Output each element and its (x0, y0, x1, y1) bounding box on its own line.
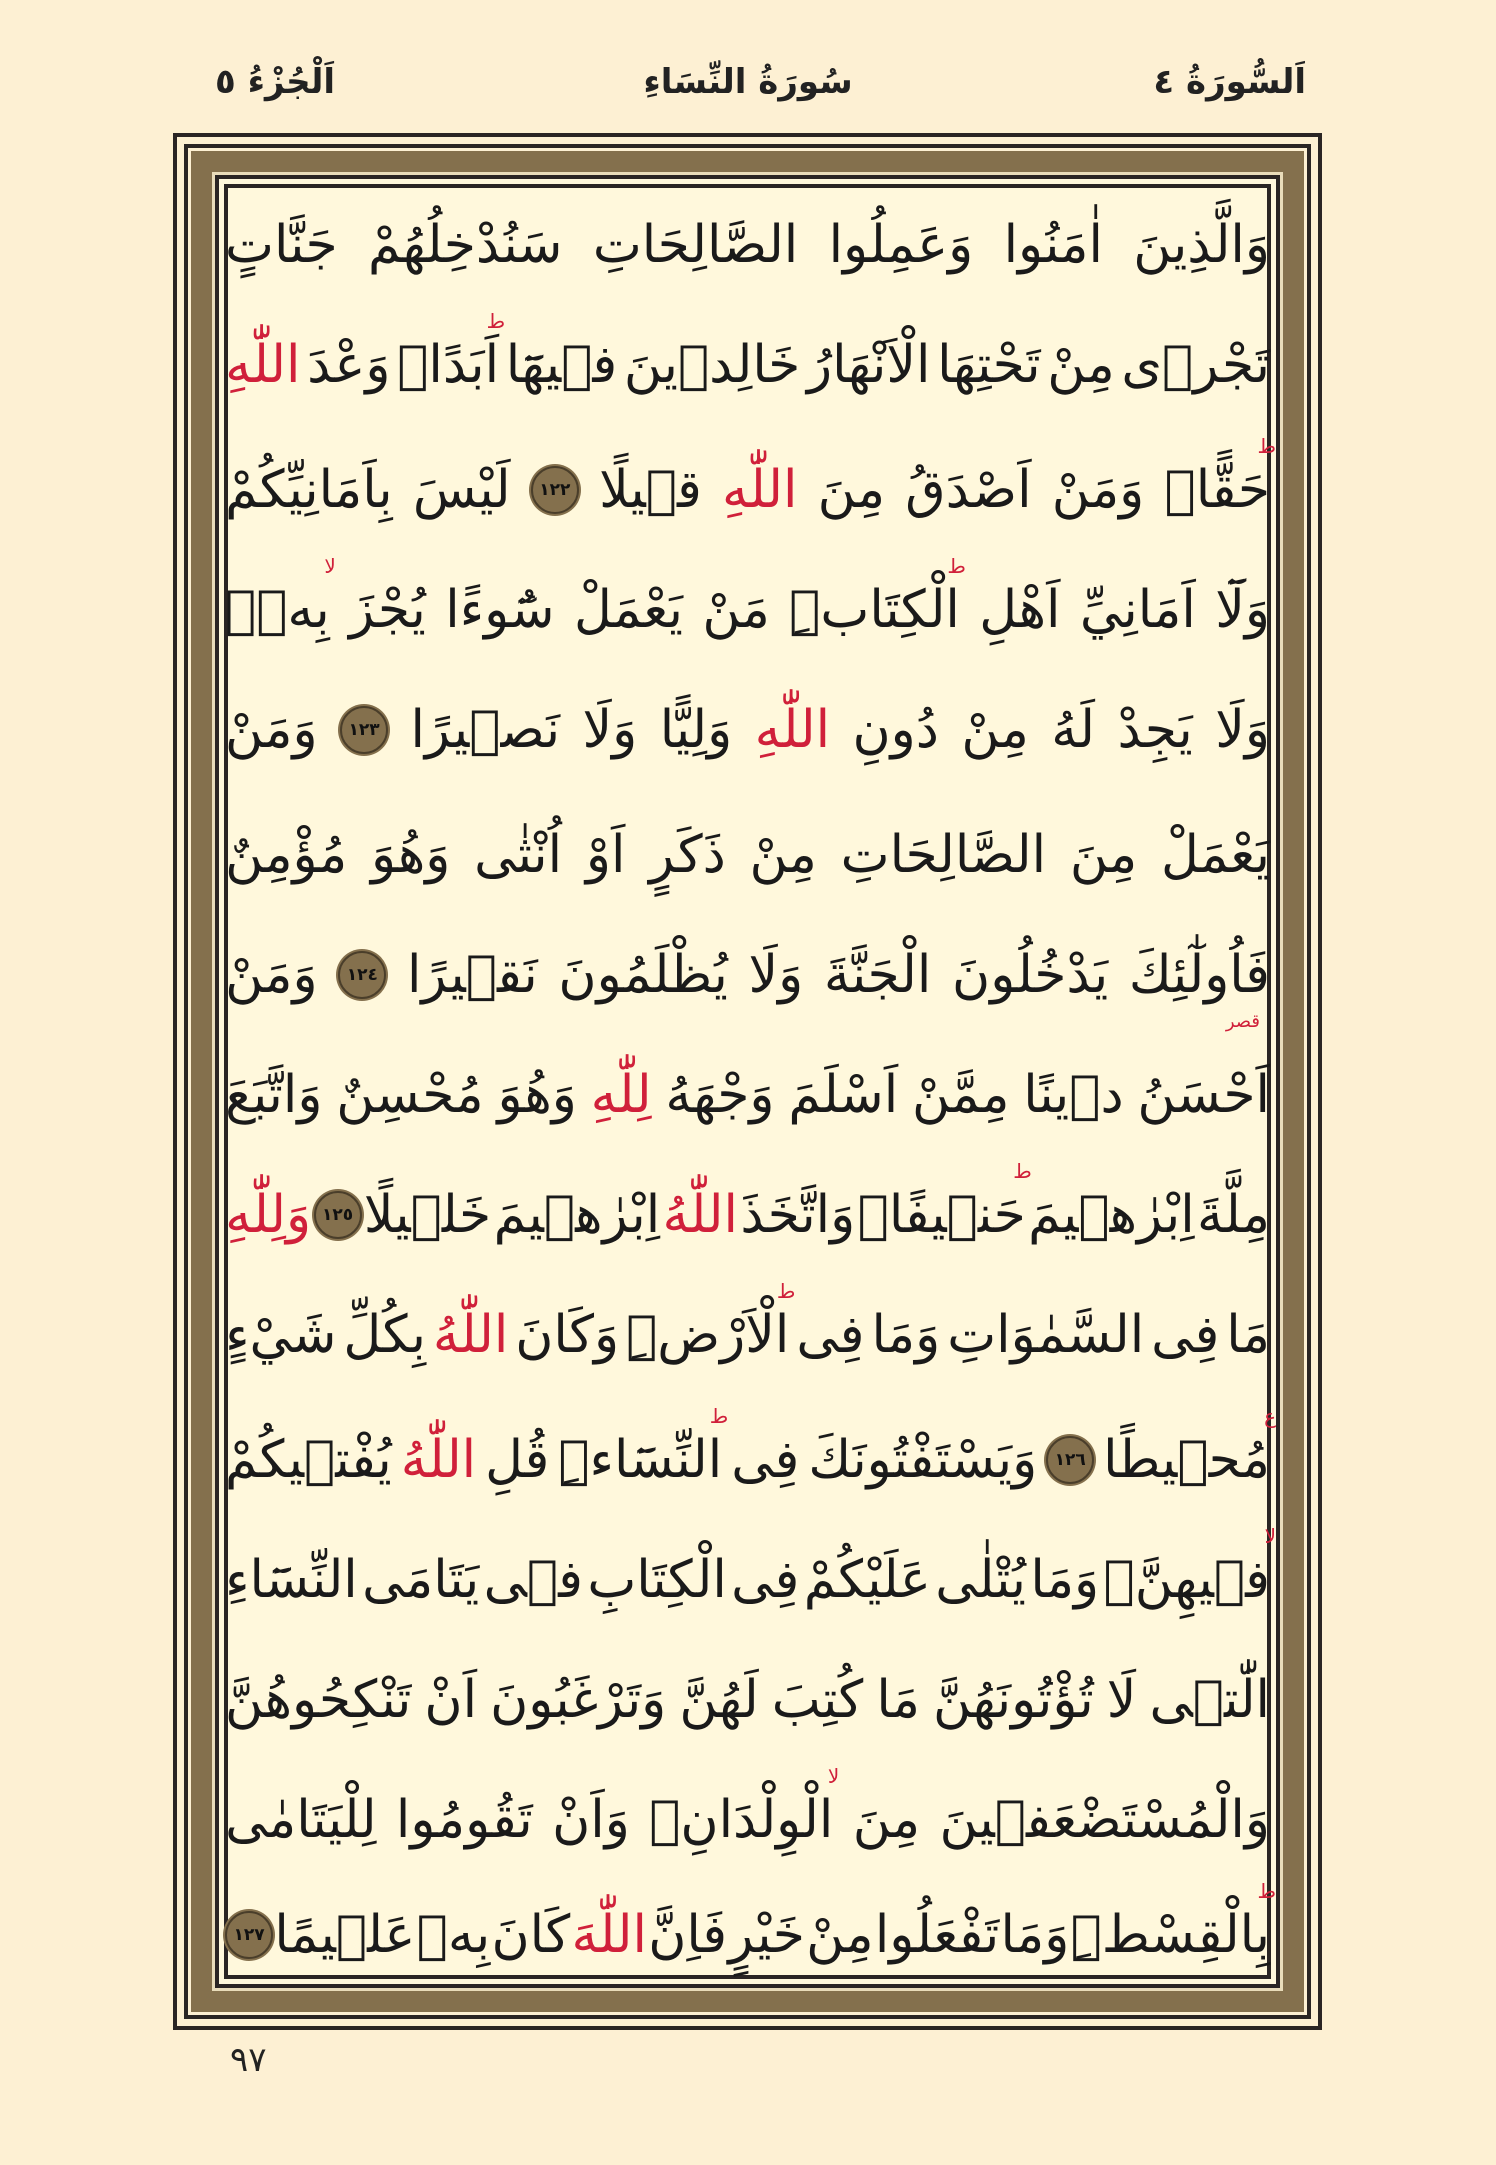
word-text: دُونِ (852, 700, 939, 760)
word (225, 1520, 358, 1640)
waqf-stop-mark: ط (709, 1404, 729, 1428)
word-text: اَنْ (424, 1670, 478, 1730)
word (648, 1875, 727, 1995)
divine-name-word (722, 430, 797, 550)
waqf-stop-mark: ط (1013, 1159, 1032, 1183)
word-text: تُؤْتُونَهُنَّ (933, 1670, 1094, 1730)
word-text: سُٓوءًا (445, 580, 555, 640)
word (1047, 305, 1114, 425)
word-text: مَا (1226, 1305, 1270, 1365)
waqf-stop-mark: ط (1257, 434, 1276, 458)
word-text: اِبْرٰهٖيمَ (493, 1185, 661, 1245)
word-text: اَسْلَمَ (788, 1065, 899, 1125)
word-text: وَعْدَ (307, 335, 391, 395)
word (225, 1640, 411, 1760)
word (660, 670, 733, 790)
word-text: النِّسَٓاءِۜ (558, 1430, 723, 1490)
word (937, 305, 1041, 425)
text-line (225, 550, 1270, 670)
word (649, 795, 726, 915)
word (343, 1275, 426, 1395)
word (905, 430, 1031, 550)
word (225, 550, 336, 670)
ayah-number-marker: ١٢٤ (338, 951, 386, 999)
word (876, 1640, 920, 1760)
word (574, 550, 683, 670)
word (829, 185, 974, 305)
word-text: اللّٰهِ (754, 700, 831, 760)
word-text: اللّٰهُ (400, 1430, 477, 1490)
word (491, 1875, 570, 1995)
word (749, 795, 816, 915)
word-text: مُحٖيطًا (1103, 1430, 1270, 1490)
word-text: ذَكَرٍ (649, 825, 726, 885)
word (1117, 670, 1192, 790)
word-text: وَمَنْ (225, 945, 318, 1005)
word-text: اللّٰهُ (432, 1305, 509, 1365)
word (445, 550, 554, 670)
word (1121, 305, 1270, 425)
word-text: مِنْ (1047, 335, 1115, 395)
word-text: حَنٖيفًاۜ (857, 1185, 1026, 1245)
word-text: الْكِتَابِۜ (789, 580, 960, 640)
divine-name-word (401, 1400, 476, 1520)
word-text: الصَّالِحَاتِ (840, 825, 1047, 885)
word-text: اللّٰهُ (662, 1185, 738, 1245)
word-text: بِهٖۙ (225, 580, 330, 640)
word (961, 670, 1028, 790)
word-text: خَيْرٍ (728, 1905, 805, 1965)
word (1004, 185, 1103, 305)
word-text: جَنَّاتٍ (225, 215, 338, 275)
word (728, 1875, 805, 1995)
divine-name-word (663, 1155, 738, 1275)
waqf-stop-mark: لا (324, 554, 336, 578)
word (417, 1875, 491, 1995)
word-text: اِبْرٰهٖيمَ (1028, 1185, 1195, 1245)
word (474, 795, 562, 915)
word (1080, 550, 1196, 670)
word-text: وَهُوَ (371, 825, 451, 885)
word (626, 1275, 796, 1395)
quran-text-body (225, 185, 1276, 1995)
word (1107, 1640, 1137, 1760)
word (1197, 1155, 1270, 1275)
word-text: وَالَّذِينَ (1133, 215, 1270, 275)
text-line (225, 1875, 1276, 1995)
word (558, 1400, 729, 1520)
word (807, 305, 931, 425)
word (649, 1760, 840, 1880)
word (515, 1275, 619, 1395)
word-text: وَلَا (748, 945, 804, 1005)
word-text: مِنَ (1069, 825, 1138, 885)
word (274, 1875, 415, 1995)
word-text: فٖى (483, 1550, 583, 1610)
word-text: لَا (1106, 1670, 1137, 1730)
word (368, 185, 563, 305)
word-text: الْكِتَابِ (587, 1550, 727, 1610)
word-text: سَنُدْخِلُهُمْ (368, 215, 563, 275)
word-text: كَانَ (491, 1905, 571, 1965)
word-text: لَيْسَ (412, 460, 511, 520)
word-text: اَوْ (585, 825, 626, 885)
word-text: وَعَمِلُوا (828, 215, 974, 275)
word-text: بِاَمَانِيِّكُمْ (225, 460, 393, 520)
word (413, 430, 511, 550)
word (362, 1520, 479, 1640)
word-text: وَلَا (582, 700, 638, 760)
text-line (225, 795, 1270, 915)
word (1215, 670, 1270, 790)
word-text: تَنْكِحُوهُنَّ (225, 1670, 412, 1730)
word-text: وَمَا (871, 1305, 941, 1365)
word (225, 1760, 376, 1880)
ayah-number-marker: ١٢٧ (225, 1911, 273, 1959)
word (933, 1640, 1094, 1760)
word (599, 430, 702, 550)
waqf-stop-mark: لا (827, 1764, 840, 1788)
word (857, 1155, 1032, 1275)
text-line (225, 1760, 1270, 1880)
waqf-stop-mark: ع (1264, 1404, 1276, 1428)
word-text: الْاَنْهَارُ (806, 335, 931, 395)
word (679, 1640, 758, 1760)
word-text: قٖيلًا (599, 460, 702, 520)
word (1103, 1520, 1276, 1640)
waqf-stop-mark: ط (776, 1279, 796, 1303)
word-text: قُلِ (485, 1430, 550, 1490)
word-text: فَاُولٰٓئِكَ (1128, 945, 1270, 1005)
word-text: اَصْدَقُ (905, 460, 1032, 520)
word (912, 1035, 1010, 1155)
word-text: يَتَامَى (362, 1550, 480, 1610)
word-text: مَا (876, 1670, 921, 1730)
word-text: لَهُنَّ (679, 1670, 759, 1730)
word (624, 305, 800, 425)
word-text: مِنَ (852, 1790, 921, 1850)
text-line (225, 1640, 1270, 1760)
word-text: فِى (1151, 1305, 1220, 1365)
word (788, 1035, 898, 1155)
word-text: الْوِلْدَانِۙ (649, 1790, 834, 1850)
word-text: فِى (731, 1430, 800, 1490)
page-header (0, 62, 1496, 122)
word (665, 1035, 774, 1155)
waqf-stop-mark: لا (1264, 1524, 1276, 1548)
word (1023, 1035, 1123, 1155)
word-text: وَمَنْ (225, 700, 318, 760)
word (818, 430, 885, 550)
word-text: تَقُومُوا (395, 1790, 533, 1850)
word-text: نَقٖيرًا (406, 945, 538, 1005)
surah-title: سُورَةُ النِّسَاءِ (643, 62, 853, 102)
word (336, 1035, 483, 1155)
word-text: اَهْلِ (979, 580, 1061, 640)
word (225, 185, 338, 305)
word-text: مِنَ (817, 460, 886, 520)
text-line (225, 1155, 1270, 1275)
word-text: وَلَا (1215, 700, 1270, 760)
word (586, 795, 626, 915)
word-text: فٖيهَٓا (505, 335, 618, 395)
word-text: الْجَنَّةَ (823, 945, 932, 1005)
word-text: وَلَٓا (1215, 580, 1270, 640)
divine-name-word (225, 1155, 311, 1275)
word-text: اُنْثٰى (474, 825, 563, 885)
text-line (225, 430, 1276, 550)
word-text: مُؤْمِنٌ (225, 825, 348, 885)
word-text: بِالْقِسْطِۜ (1070, 1905, 1270, 1965)
word (583, 670, 638, 790)
word (497, 1035, 576, 1155)
ayah-number-marker: ١٢٦ (1046, 1436, 1094, 1484)
word-text: وَيَسْتَفْتُونَكَ (808, 1430, 1038, 1490)
word-text: مِلَّةَ (1197, 1185, 1270, 1245)
word-text: وَاتَّبَعَ (225, 1065, 323, 1125)
word-text: اللّٰهَ (571, 1905, 647, 1965)
word (808, 1400, 1037, 1520)
word (397, 305, 506, 425)
word-text: كُتِبَ (771, 1670, 864, 1730)
word (494, 1155, 661, 1275)
word-text: وَهُوَ (497, 1065, 577, 1125)
word-text: بِكُلِّ (343, 1305, 426, 1365)
word-text: وَاتَّخَذَ (740, 1185, 856, 1245)
word (225, 430, 393, 550)
ayah-number-marker: ١٢٣ (340, 706, 388, 754)
text-line (225, 305, 1270, 425)
word-text: تَجْرٖى (1121, 335, 1270, 395)
divine-name-word (572, 1875, 647, 1995)
word (424, 1640, 477, 1760)
word (371, 795, 450, 915)
word-text: فَاِنَّ (648, 1905, 728, 1965)
word-text: اَمَانِيِّ (1079, 580, 1196, 640)
word (1151, 1275, 1219, 1395)
page-number: ٩٧ (230, 2040, 267, 2080)
divine-name-word (433, 1275, 508, 1395)
word (1070, 795, 1137, 915)
word-text: يَدْخُلُونَ (952, 945, 1109, 1005)
word (396, 1760, 533, 1880)
word (875, 1875, 999, 1995)
juz-label: اَلْجُزْءُ ٥ (215, 62, 336, 102)
word-text: اٰمَنُوا (1003, 215, 1103, 275)
word-text: اَحْسَنُ (1137, 1065, 1270, 1125)
word-text: وَلِيًّا (659, 700, 733, 760)
word (796, 1275, 864, 1395)
word (593, 185, 798, 305)
word-text: نَصٖيرًا (410, 700, 561, 760)
text-line (225, 1275, 1270, 1395)
word (558, 915, 727, 1035)
divine-name-word (225, 305, 300, 425)
word-text: عَلَيْكُمْ (803, 1550, 931, 1610)
word-text: فٖيهِنَّۙ (1103, 1550, 1270, 1610)
word (1028, 1155, 1195, 1275)
word-text: الصَّالِحَاتِ (592, 215, 799, 275)
word (1161, 795, 1270, 915)
word (410, 670, 560, 790)
word-text: وَاَنْ (552, 1790, 630, 1850)
word (702, 550, 769, 670)
word-text: مُحْسِنٌ (336, 1065, 484, 1125)
word-text: فِى (731, 1550, 800, 1610)
word-text: الّٰتٖى (1149, 1670, 1270, 1730)
word-text: وَالْمُسْتَضْعَفٖينَ (939, 1790, 1270, 1850)
word-text: شَيْءٍ (225, 1305, 337, 1365)
word-text: وَتَرْغَبُونَ (490, 1670, 667, 1730)
word (225, 670, 318, 790)
word (1103, 1400, 1276, 1520)
word (731, 1400, 799, 1520)
word-text: وَمَنْ (1051, 460, 1145, 520)
word-text: يُجْزَ (349, 580, 426, 640)
word-text: وَمَا (1000, 1905, 1070, 1965)
word-text: مِنْ (749, 825, 817, 885)
word-text: يُظْلَمُونَ (558, 945, 728, 1005)
word (1215, 550, 1270, 670)
word-text: وَكَانَ (515, 1305, 620, 1365)
word (824, 915, 931, 1035)
word (939, 1760, 1270, 1880)
word (225, 795, 347, 915)
word (1133, 185, 1270, 305)
word (225, 915, 318, 1035)
word (1070, 1875, 1276, 1995)
word (1149, 1640, 1270, 1760)
word (225, 1400, 392, 1520)
word-text: لَهُ (1051, 700, 1095, 760)
word-text: النِّسَٓاءِ (225, 1550, 358, 1610)
text-line (225, 1035, 1270, 1155)
word (225, 1275, 336, 1395)
text-line (225, 1400, 1276, 1520)
word (935, 1520, 1026, 1640)
word-text: خَالِدٖينَ (623, 335, 801, 395)
word (979, 550, 1060, 670)
word (952, 915, 1108, 1035)
word-text: يُتْلٰى (935, 1550, 1027, 1610)
word (789, 550, 966, 670)
word (841, 795, 1046, 915)
word-text: لِلّٰهِ (590, 1065, 652, 1125)
word (1137, 1035, 1270, 1155)
word (1226, 1275, 1270, 1395)
word-text: يَجِدْ (1117, 700, 1193, 760)
word (407, 915, 538, 1035)
word-text: يُفْتٖيكُمْ (225, 1430, 392, 1490)
word-text: وَمَا (1030, 1550, 1100, 1610)
word (947, 1275, 1144, 1395)
word (1052, 430, 1145, 550)
word (852, 670, 938, 790)
waqf-stop-mark: ط (1257, 1879, 1276, 1903)
word (485, 1400, 549, 1520)
word-text: اللّٰهِ (225, 335, 301, 395)
margin-note: قصر (1225, 1011, 1260, 1032)
text-line (225, 185, 1270, 305)
word (587, 1520, 727, 1640)
word-text: مَنْ (702, 580, 770, 640)
word (740, 1155, 855, 1275)
divine-name-word (591, 1035, 652, 1155)
word (1001, 1875, 1070, 1995)
surah-number-label: اَلسُّورَةُ ٤ (1153, 62, 1306, 102)
word (806, 1875, 873, 1995)
word-text: بِهٖ (416, 1905, 491, 1965)
word (225, 1035, 322, 1155)
word (490, 1640, 666, 1760)
word-text: دٖينًا (1023, 1065, 1124, 1125)
word-text: وَلِلّٰهِ (225, 1185, 312, 1245)
word-text: يَعْمَلْ (1160, 825, 1270, 885)
word-text: لِلْيَتَامٰى (225, 1790, 377, 1850)
word (552, 1760, 630, 1880)
word (1051, 670, 1095, 790)
word (731, 1520, 799, 1640)
word-text: تَحْتِهَا (937, 335, 1041, 395)
word-text: خَلٖيلًا (363, 1185, 492, 1245)
word-text: السَّمٰوَاتِ (947, 1305, 1145, 1365)
text-line (225, 1520, 1276, 1640)
word-text: اللّٰهِ (722, 460, 798, 520)
ayah-number-marker: ١٢٢ (531, 466, 579, 514)
ayah-number-marker: ١٢٥ (314, 1191, 362, 1239)
word (853, 1760, 920, 1880)
text-line (225, 670, 1270, 790)
word (804, 1520, 931, 1640)
word (484, 1520, 583, 1640)
text-line (225, 915, 1270, 1035)
word-text: فِى (796, 1305, 865, 1365)
word-text: يَعْمَلْ (573, 580, 683, 640)
word-text: اَبَدًاۜ (397, 335, 500, 395)
waqf-stop-mark: ط (947, 554, 966, 578)
word-text: تَفْعَلُوا (874, 1905, 1000, 1965)
waqf-stop-mark: ط (486, 309, 506, 333)
word (364, 1155, 491, 1275)
word-text: مِمَّنْ (911, 1065, 1010, 1125)
word (1030, 1520, 1099, 1640)
word (1164, 430, 1276, 550)
word-text: وَجْهَهُ (665, 1065, 775, 1125)
word-text: عَلٖيمًا (274, 1905, 416, 1965)
word (749, 915, 804, 1035)
word (772, 1640, 864, 1760)
word-text: الْاَرْضِۜ (626, 1305, 790, 1365)
word-text: حَقًّاۜ (1164, 460, 1270, 520)
word (349, 550, 426, 670)
word-text: مِنْ (961, 700, 1029, 760)
divine-name-word (755, 670, 830, 790)
word (506, 305, 618, 425)
word-text: مِنْ (806, 1905, 874, 1965)
word (871, 1275, 940, 1395)
word (307, 305, 390, 425)
